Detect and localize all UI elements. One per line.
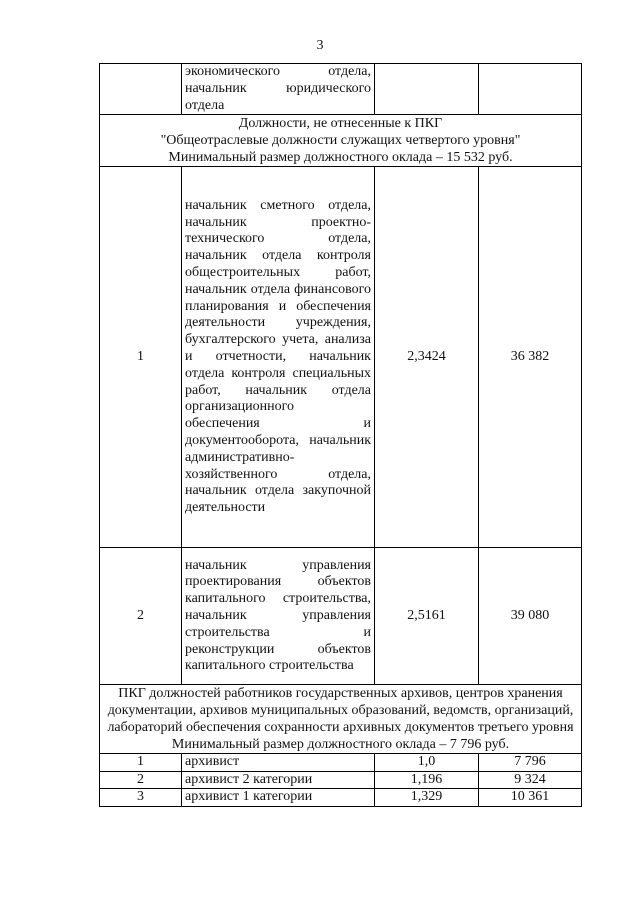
position-cell: начальник сметного отдела, начальник проектно-технического отдела, начальник отдела контроля общестроительных работ, начальник отдела финансового планирования и обеспечения деятельности учреждения, бухгалтерского учета, анализа и отчетности, начальник отдела контроля специальных работ, начальник отдела организационного обеспечения и документооборота, начальник административно-хозяйственного отдела, начальник отдела закупочной деятельности [182,167,375,548]
table-row [100,789,582,807]
coefficient-cell: 1,329 [375,789,479,807]
table-row [100,548,582,685]
table-row [100,754,582,772]
position-cell: архивист 2 категории [182,771,375,789]
row-number: 2 [100,771,182,789]
group-header-cell [100,115,582,167]
position-cell: архивист 1 категории [182,789,375,807]
table-row [100,167,582,548]
row-number: 1 [100,167,182,548]
coefficient-cell: 1,0 [375,754,479,772]
page-number: 3 [316,38,324,53]
row-number: 2 [100,548,182,685]
group-min-salary: Минимальный размер должностного оклада – 15 532 руб. [168,150,513,166]
salary-cell: 36 382 [479,167,582,548]
table-row [100,771,582,789]
row-number [100,64,182,115]
salary-cell [479,64,582,115]
salary-table [99,63,582,807]
group-header [100,115,582,167]
group-title: Должности, не отнесенные к ПКГ [238,116,443,132]
salary-cell: 39 080 [479,548,582,685]
position-cell: начальник управления проектирования объектов капитального строительства, начальник управления строительства и реконструкции объектов капитального строительства [182,548,375,685]
position-cell: экономического отдела, начальник юридического отдела [182,64,375,115]
coefficient-cell: 1,196 [375,771,479,789]
coefficient-cell: 2,5161 [375,548,479,685]
position-cell: архивист [182,754,375,772]
coefficient-cell: 2,3424 [375,167,479,548]
row-number: 1 [100,754,182,772]
salary-cell: 10 361 [479,789,582,807]
table-row [100,64,582,115]
group-header [100,685,582,754]
group-header-cell [100,685,582,754]
row-number: 3 [100,789,182,807]
group-title: ПКГ должностей работников государственных архивов, центров хранения документации, архивов муниципальных образований, ведомств, организаций, лабораторий обеспечения сохранности архивных документов третьего уровня [107,686,574,736]
salary-cell: 9 324 [479,771,582,789]
group-min-salary: Минимальный размер должностного оклада – 7 796 руб. [171,737,510,753]
coefficient-cell [375,64,479,115]
group-subtitle: "Общеотраслевые должности служащих четвертого уровня" [160,133,521,149]
salary-cell: 7 796 [479,754,582,772]
